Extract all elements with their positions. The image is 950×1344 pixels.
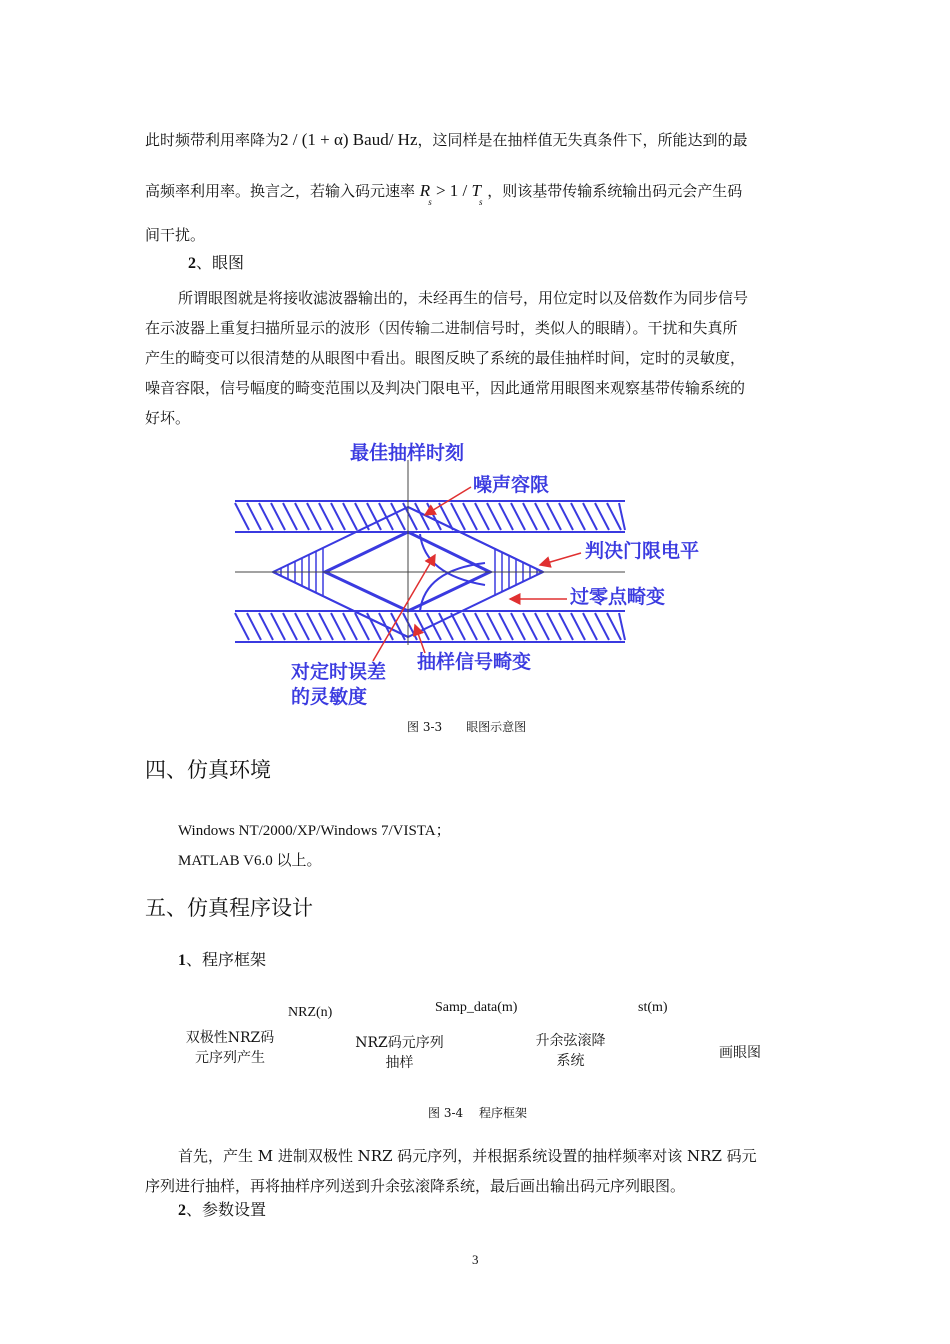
hatch-line xyxy=(415,613,429,640)
arrow-timing-sensitivity xyxy=(373,555,435,661)
hatch-line xyxy=(319,613,333,640)
hatch-line xyxy=(343,503,357,530)
hatch-line xyxy=(283,613,297,640)
para-line: 好坏。 xyxy=(145,409,191,427)
text-span: 高频率利用率。换言之，若输入码元速率 xyxy=(145,182,416,200)
eye-trace xyxy=(408,507,543,572)
symbol-R: R xyxy=(419,181,431,200)
para-line: 在示波器上重复扫描所显示的波形（因传输二进制信号时，类似人的眼睛）。干扰和失真所 xyxy=(145,319,738,337)
heading-number: 1 xyxy=(178,952,186,969)
hatch-line xyxy=(523,613,537,640)
hatch-line xyxy=(475,503,489,530)
heading-number: 2 xyxy=(178,1202,186,1219)
text-span: ，这同样是在抽样值无失真条件下，所能达到的最 xyxy=(417,131,748,149)
env-os-line: Windows NT/2000/XP/Windows 7/VISTA； xyxy=(178,823,451,839)
section-heading-eye xyxy=(188,250,244,277)
heading-title: 、眼图 xyxy=(196,253,245,272)
hatch-line xyxy=(391,503,405,530)
hatch-line xyxy=(499,503,513,530)
operator: > 1 / xyxy=(431,181,472,200)
label-noise-margin: 噪声容限 xyxy=(473,474,550,496)
hatch-line xyxy=(583,613,597,640)
block-nrz-generation xyxy=(175,1028,285,1068)
hatch-line xyxy=(235,503,249,530)
label-timing-sensitivity-1: 对定时误差 xyxy=(291,661,387,683)
block-line: 系统 xyxy=(556,1053,585,1069)
hatch-line xyxy=(235,613,249,640)
hatch-line xyxy=(247,503,261,530)
subheading-framework xyxy=(178,947,266,974)
heading-title: 、程序框架 xyxy=(186,950,267,969)
eye-trace xyxy=(273,572,408,637)
label-threshold: 判决门限电平 xyxy=(585,540,700,562)
formula-bandwidth: 2 / (1 + α) Baud/ Hz xyxy=(280,130,418,149)
hatch-line xyxy=(475,613,489,640)
hatch-line xyxy=(295,503,309,530)
hatch-line xyxy=(247,613,261,640)
hatch-line xyxy=(331,613,345,640)
para-line: 所谓眼图就是将接收滤波器输出的，未经再生的信号，用位定时以及倍数作为同步信号 xyxy=(178,289,749,307)
block-nrz-sampling xyxy=(342,1033,457,1073)
text-span: 此时频带利用率降为 xyxy=(145,131,281,149)
signal-samp-data: Samp_data(m) xyxy=(435,1000,518,1015)
hatch-line xyxy=(451,503,465,530)
block-line: 元序列产生 xyxy=(195,1050,265,1066)
block-line: 升余弦滚降 xyxy=(535,1033,606,1049)
signal-nrz: NRZ(n) xyxy=(288,1005,333,1020)
eye-diagram-figure xyxy=(225,435,735,715)
body-text-line: 间干扰。 xyxy=(145,226,206,244)
hatch-line xyxy=(547,503,561,530)
arrow-threshold xyxy=(540,553,581,565)
hatch-line xyxy=(487,503,501,530)
block-line: 抽样 xyxy=(385,1055,414,1071)
figure-caption-3-4: 图 3-4 程序框架 xyxy=(428,1106,527,1120)
hatch-line xyxy=(307,503,321,530)
hatch-line xyxy=(259,613,273,640)
hatch-line xyxy=(331,503,345,530)
hatch-line xyxy=(595,613,609,640)
block-line: 双极性NRZ码 xyxy=(185,1030,275,1046)
hatch-line xyxy=(463,503,477,530)
hatch-line xyxy=(283,503,297,530)
hatch-line xyxy=(523,503,537,530)
hatch-line xyxy=(571,613,585,640)
hatch-line xyxy=(487,613,501,640)
hatch-line xyxy=(511,613,525,640)
hatch-line xyxy=(319,503,333,530)
label-timing-sensitivity-2: 的灵敏度 xyxy=(291,686,368,708)
figure-caption-3-3: 图 3-3 眼图示意图 xyxy=(407,720,527,734)
hatch-line xyxy=(559,613,573,640)
heading-title: 、参数设置 xyxy=(186,1200,267,1219)
hatch-line xyxy=(367,613,381,640)
hatch-line xyxy=(595,503,609,530)
hatch-line xyxy=(307,613,321,640)
hatch-line xyxy=(547,613,561,640)
para-line: 噪音容限，信号幅度的畸变范围以及判决门限电平，因此通常用眼图来观察基带传输系统的 xyxy=(145,379,746,397)
hatch-line xyxy=(259,503,273,530)
subscript: s xyxy=(428,197,432,207)
hatch-line xyxy=(463,613,477,640)
para2-line: 序列进行抽样，再将抽样序列送到升余弦滚降系统，最后画出输出码元序列眼图。 xyxy=(145,1177,686,1195)
label-sample-distortion: 抽样信号畸变 xyxy=(417,651,532,673)
heading-program-design: 五、仿真程序设计 xyxy=(145,896,313,920)
block-line: NRZ码元序列 xyxy=(355,1035,444,1051)
label-best-sample: 最佳抽样时刻 xyxy=(350,442,465,464)
hatch-line xyxy=(271,613,285,640)
heading-number: 2 xyxy=(188,255,196,272)
hatch-line xyxy=(271,503,285,530)
symbol-T: T xyxy=(471,181,481,200)
hatch-line xyxy=(535,503,549,530)
hatch-line xyxy=(295,613,309,640)
hatch-line xyxy=(511,503,525,530)
subheading-params xyxy=(178,1197,266,1224)
text-span: ，则该基带传输系统输出码元会产生码 xyxy=(487,182,743,200)
subscript: s xyxy=(478,197,483,207)
para2-line: 首先，产生 M 进制双极性 NRZ 码元序列，并根据系统设置的抽样频率对该 NRZ 码元 xyxy=(178,1147,757,1165)
block-raised-cosine xyxy=(518,1031,623,1071)
formula-rate xyxy=(419,181,483,207)
env-matlab-line: MATLAB V6.0 以上。 xyxy=(178,853,322,869)
hatch-line xyxy=(535,613,549,640)
hatch-line xyxy=(343,613,357,640)
signal-st: st(m) xyxy=(638,1000,668,1015)
page-number: 3 xyxy=(472,1252,479,1267)
hatch-line xyxy=(499,613,513,640)
block-line: 画眼图 xyxy=(719,1045,761,1061)
heading-simulation-env: 四、仿真环境 xyxy=(145,758,271,782)
label-zero-cross: 过零点畸变 xyxy=(570,586,666,608)
para-line: 产生的畸变可以很清楚的从眼图中看出。眼图反映了系统的最佳抽样时间，定时的灵敏度， xyxy=(145,349,746,367)
hatch-line xyxy=(583,503,597,530)
hatch-line xyxy=(451,613,465,640)
body-text-line xyxy=(145,178,742,206)
block-draw-eye xyxy=(700,1043,780,1063)
hatch-line xyxy=(571,503,585,530)
body-text-line xyxy=(145,127,748,153)
hatch-line xyxy=(559,503,573,530)
